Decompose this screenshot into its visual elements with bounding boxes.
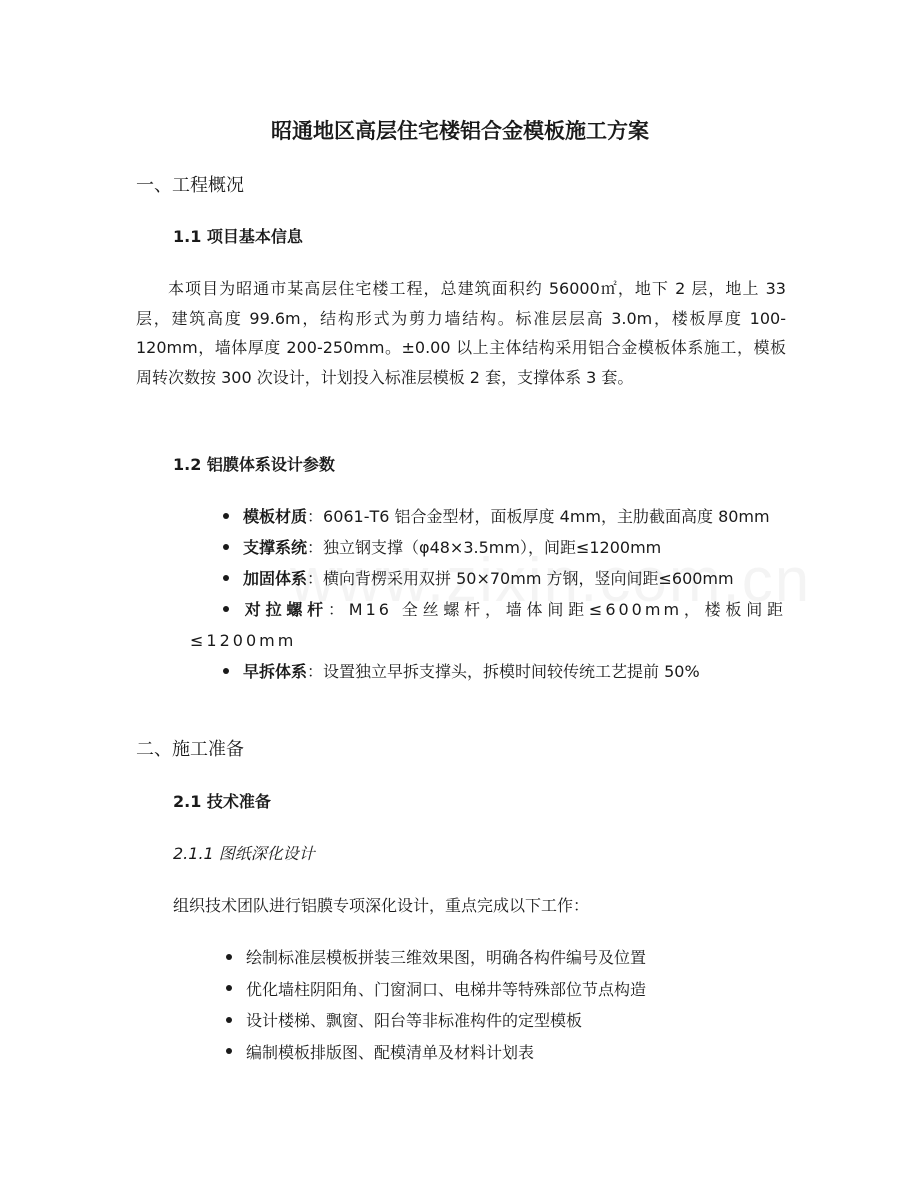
bullet-icon: [226, 1037, 246, 1069]
param-label: 早拆体系: [243, 662, 308, 681]
work-item-text: 设计楼梯、飘窗、阳台等非标准构件的定型模板: [246, 1011, 583, 1030]
document-title: 昭通地区高层住宅楼铝合金模板施工方案: [271, 119, 649, 143]
list-item: [190, 532, 786, 563]
section-heading-1: 一、工程概况: [136, 175, 244, 196]
bullet-icon: [223, 594, 243, 625]
work-item-text: 绘制标准层模板拼装三维效果图，明确各构件编号及位置: [246, 948, 647, 967]
param-text: ：横向背楞采用双拼 50×70mm 方钢，竖向间距≤600mm: [307, 569, 734, 588]
bullet-icon: [223, 563, 243, 594]
subsection-heading-1-1: 1.1 项目基本信息: [173, 227, 303, 246]
param-text: ：6061-T6 铝合金型材，面板厚度 4mm，主肋截面高度 80mm: [307, 507, 770, 526]
param-label: 模板材质: [243, 507, 308, 526]
param-text: ：M16 全丝螺杆，墙体间距≤600mm，楼板间距≤1200mm: [190, 600, 786, 650]
subsubsection-heading-2-1-1: 2.1.1 图纸深化设计: [173, 844, 315, 863]
bullet-icon: [223, 656, 243, 687]
bullet-icon: [223, 532, 243, 563]
work-item-text: 优化墙柱阴阳角、门窗洞口、电梯井等特殊部位节点构造: [246, 979, 647, 999]
list-item: [226, 942, 786, 974]
list-item: [226, 1037, 786, 1069]
bullet-icon: [226, 974, 246, 1006]
list-item: [190, 656, 786, 687]
subsection-heading-1-2: 1.2 铝膜体系设计参数: [173, 455, 335, 474]
param-text: ：设置独立早拆支撑头，拆模时间较传统工艺提前 50%: [307, 662, 700, 681]
param-label: 加固体系: [243, 569, 308, 588]
param-text: ：独立钢支撑（φ48×3.5mm），间距≤1200mm: [307, 538, 662, 557]
work-item-text: 编制模板排版图、配模清单及材料计划表: [246, 1042, 535, 1062]
subsection-heading-2-1: 2.1 技术准备: [173, 792, 271, 811]
design-parameter-list: [190, 501, 786, 687]
param-label: 对拉螺杆: [243, 600, 328, 619]
list-item: [226, 1005, 786, 1037]
list-item: [190, 594, 786, 656]
bullet-icon: [226, 942, 246, 974]
design-intro-text: 组织技术团队进行铝膜专项深化设计，重点完成以下工作：: [173, 896, 590, 915]
design-work-list: [226, 942, 786, 1068]
section-heading-2: 二、施工准备: [136, 739, 244, 760]
param-label: 支撑系统: [243, 538, 308, 557]
list-item: [190, 563, 786, 594]
bullet-icon: [226, 1005, 246, 1037]
list-item: [226, 974, 786, 1006]
bullet-icon: [223, 501, 243, 532]
project-info-paragraph: 本项目为昭通市某高层住宅楼工程，总建筑面积约 56000㎡，地下 2 层，地上 33 层，建筑高度 99.6m，结构形式为剪力墙结构。标准层层高 3.0m，楼板厚度 100-120mm，墙体厚度 200-250mm。±0.00 以上主体结构采用铝合金模板体系施工，模板周转次数按 300 次设计，计划投入标准层模板 2 套，支撑体系 3 套。: [136, 279, 786, 387]
list-item: [190, 501, 786, 532]
